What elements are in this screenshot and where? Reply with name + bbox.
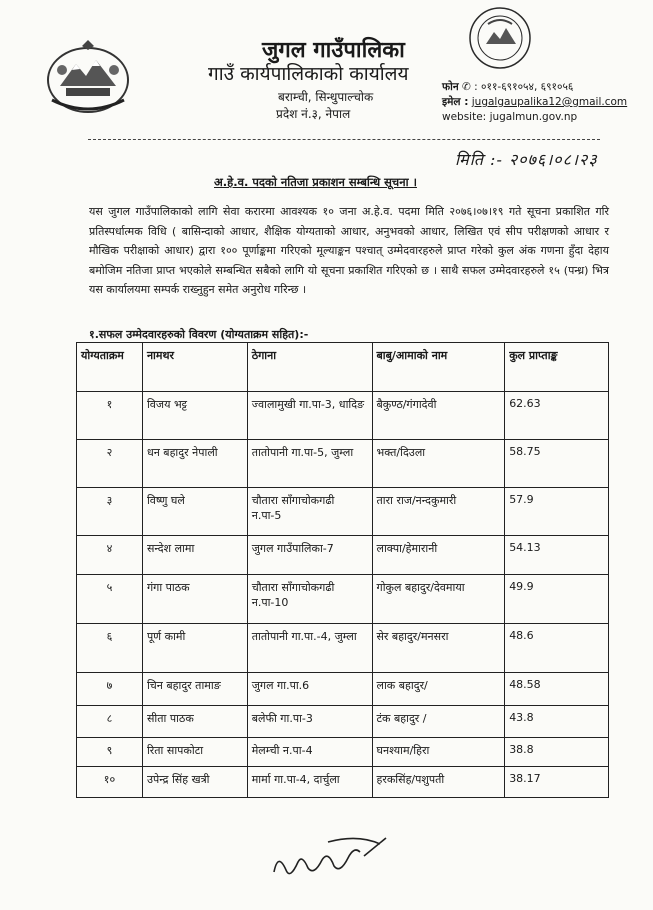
cell-name: चिन बहादुर तामाङ (142, 673, 247, 706)
cell-address: तातोपानी गा.पा-5, जुम्ला (247, 440, 372, 488)
notice-title: अ.हे.व. पदको नतिजा प्रकाशन सम्बन्धि सूचना । (214, 175, 417, 189)
table-row (77, 488, 609, 536)
email-row (442, 95, 627, 110)
cell-name: उपेन्द्र सिंह खत्री (142, 767, 247, 798)
municipality-name: जुगल गाउँपालिका (262, 38, 405, 63)
cell-score: 48.58 (505, 673, 609, 706)
cell-rank: १ (77, 392, 143, 440)
table-row (77, 706, 609, 738)
table-row (77, 673, 609, 706)
cell-address: चौतारा साँगाचोकगढी न.पा-5 (247, 488, 372, 536)
cell-score: 57.9 (505, 488, 609, 536)
email-label: इमेल : (442, 96, 469, 108)
cell-address: जुगल गाउँपालिका-7 (247, 536, 372, 575)
results-table (76, 342, 609, 798)
section-title: १.सफल उम्मेदवारहरुको विवरण (योग्यताक्रम सहित):- (89, 328, 309, 341)
table-row (77, 738, 609, 767)
cell-parents: लाक्पा/हेमारानी (372, 536, 505, 575)
phone-label: फोन (442, 81, 459, 93)
contact-block (442, 80, 627, 125)
cell-parents: टंक बहादुर / (372, 706, 505, 738)
cell-address: मेलम्ची न.पा-4 (247, 738, 372, 767)
cell-address: मार्मा गा.पा-4, दार्चुला (247, 767, 372, 798)
cell-score: 38.8 (505, 738, 609, 767)
cell-address: चौतारा साँगाचोकगढी न.पा-10 (247, 575, 372, 624)
cell-address: जुगल गा.पा.6 (247, 673, 372, 706)
phone-number: : ०११-६९१०५४, ६९१०५६ (474, 81, 574, 93)
cell-rank: ७ (77, 673, 143, 706)
cell-rank: ४ (77, 536, 143, 575)
cell-score: 38.17 (505, 767, 609, 798)
province-label: प्रदेश नं.३, नेपाल (276, 107, 351, 121)
cell-name: सन्देश लामा (142, 536, 247, 575)
cell-parents: घनश्याम/हिरा (372, 738, 505, 767)
table-row (77, 624, 609, 673)
website-row (442, 110, 627, 125)
table-row (77, 392, 609, 440)
header-score: कुल प्राप्ताङ्क (505, 343, 609, 392)
phone-icon: ✆ (462, 81, 471, 93)
cell-rank: ९ (77, 738, 143, 767)
cell-name: रिता सापकोटा (142, 738, 247, 767)
notice-body: यस जुगल गाउँपालिकाको लागि सेवा करारमा आवश्यक १० जना अ.हे.व. पदमा मिति २०७६।०७।१९ गते सूचना प्रकाशित गरि प्रतिस्पर्धात्मक विधि ( बासिन्दाको आधार, शैक्षिक योग्यताको आधार, अनुभवको आधार, लिखित एवं सीप परीक्षणको आधार र मौखिक परीक्षाको आधार) द्वारा १०० पूर्णाङ्कमा गरिएको मूल्याङ्कन पश्चात् उम्मेदवारहरुले प्राप्त गरेको कुल अंक गणना हुँदा देहाय बमोजिम नतिजा प्राप्त भएकोले सम्बन्धित सबैको लागि यो सूचना प्रकाशित गरिएको छ । साथै सफल उम्मेदवारहरुले १५ (पन्ध्र) भित्र यस कार्यालयमा सम्पर्क राख्नुहुन समेत अनुरोध गरिन्छ । (89, 205, 609, 296)
table-header-row (77, 343, 609, 392)
signature (268, 832, 393, 887)
table-row (77, 440, 609, 488)
website-link[interactable]: jugalmun.gov.np (489, 111, 578, 123)
header-divider (88, 139, 600, 140)
header-rank: योग्यताक्रम (77, 343, 143, 392)
office-name: गाउँ कार्यपालिकाको कार्यालय (208, 63, 409, 85)
cell-name: सीता पाठक (142, 706, 247, 738)
cell-parents: बैकुण्ठ/गंगादेवी (372, 392, 505, 440)
table-row (77, 536, 609, 575)
cell-parents: गोकुल बहादुर/देवमाया (372, 575, 505, 624)
table-row (77, 767, 609, 798)
phone-row (442, 80, 627, 95)
cell-parents: सेर बहादुर/मनसरा (372, 624, 505, 673)
cell-score: 54.13 (505, 536, 609, 575)
office-address: बराम्ची, सिन्धुपाल्चोक (278, 90, 374, 104)
email-link[interactable]: jugalgaupalika12@gmail.com (471, 96, 628, 108)
cell-name: विष्णु घले (142, 488, 247, 536)
cell-address: ज्वालामुखी गा.पा-3, धादिङ (247, 392, 372, 440)
cell-rank: ६ (77, 624, 143, 673)
cell-score: 49.9 (505, 575, 609, 624)
cell-name: पूर्ण कामी (142, 624, 247, 673)
cell-parents: हरकसिंह/पशुपती (372, 767, 505, 798)
cell-address: तातोपानी गा.पा.-4, जुम्ला (247, 624, 372, 673)
cell-score: 43.8 (505, 706, 609, 738)
office-seal-icon (462, 6, 538, 70)
header-name: नामथर (142, 343, 247, 392)
header-address: ठेगाना (247, 343, 372, 392)
cell-rank: ८ (77, 706, 143, 738)
cell-rank: ५ (77, 575, 143, 624)
nepal-emblem-icon (42, 40, 134, 116)
cell-address: बलेफी गा.पा-3 (247, 706, 372, 738)
cell-score: 58.75 (505, 440, 609, 488)
cell-parents: भक्त/दिउला (372, 440, 505, 488)
cell-rank: २ (77, 440, 143, 488)
cell-rank: ३ (77, 488, 143, 536)
website-label: website: (442, 111, 487, 123)
cell-parents: लाक बहादुर/ (372, 673, 505, 706)
cell-score: 62.63 (505, 392, 609, 440)
cell-rank: १० (77, 767, 143, 798)
cell-name: गंगा पाठक (142, 575, 247, 624)
notice-date: मिति :- २०७६।०८।२३ (455, 150, 598, 169)
cell-parents: तारा राज/नन्दकुमारी (372, 488, 505, 536)
table-row (77, 575, 609, 624)
header-parents: बाबु/आमाको नाम (372, 343, 505, 392)
cell-score: 48.6 (505, 624, 609, 673)
cell-name: विजय भट्ट (142, 392, 247, 440)
cell-name: धन बहादुर नेपाली (142, 440, 247, 488)
